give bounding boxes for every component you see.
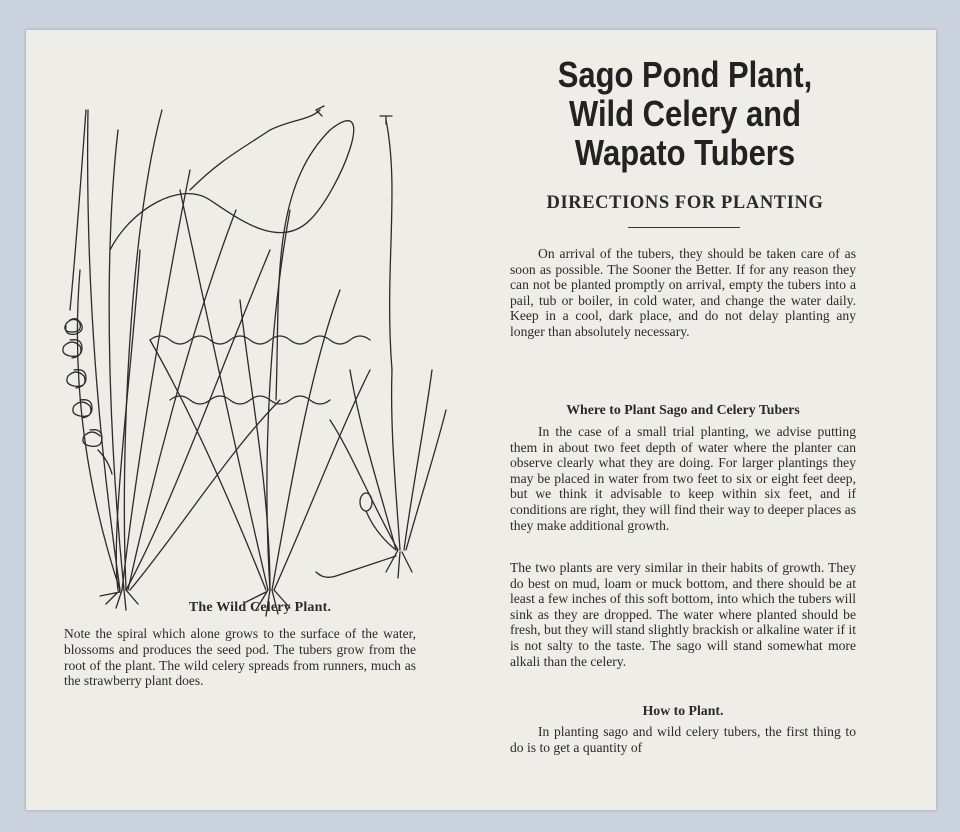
paragraph-text: The two plants are very similar in their habits of growth. They do best on mud, loam or muck bottom, and there should be at least a few inches of this soft bottom, into which the tubers will sink as they are dropped. The water where planted should be fresh, but they will stand slightly brackish or alkaline water if it is not salty to the taste. The sago will stand somewhat more alkali than the celery. bbox=[510, 560, 856, 669]
document-title bbox=[526, 55, 844, 172]
illustration-caption-body: Note the spiral which alone grows to the surface of the water, blossoms and produces the seed pod. The tubers grow from the root of the plant. The wild celery spreads from runners, much as the strawberry plant does. bbox=[64, 626, 416, 689]
title-line: Sago Pond Plant, bbox=[557, 54, 813, 95]
illustration-caption-title: The Wild Celery Plant. bbox=[188, 600, 332, 615]
document-subtitle: DIRECTIONS FOR PLANTING bbox=[546, 193, 824, 213]
intro-paragraph bbox=[510, 246, 856, 340]
paragraph-text: On arrival of the tubers, they should be taken care of as soon as possible. The Sooner the Better. If for any reason they can not be planted promptly on arrival, empty the tubers into a pail, tub or boiler, in cold water, and change the water daily. Keep in a cool, dark place, and do not delay planting any longer than absolutely necessary. bbox=[510, 246, 856, 339]
divider-rule bbox=[628, 227, 740, 228]
section-heading-how: How to Plant. bbox=[642, 703, 724, 718]
how-paragraph-1 bbox=[510, 724, 856, 755]
paragraph-text: In the case of a small trial planting, we advise putting them in about two feet depth of water where the planter can observe clearly what they are doing. For larger plantings they may be placed in water from two feet to six or eight feet deep, but we think it advisable to keep within six feet, and if conditions are right, they will find their way to deeper places as they make additional growth. bbox=[510, 424, 856, 533]
wild-celery-illustration bbox=[40, 70, 450, 630]
title-line: Wild Celery and bbox=[569, 93, 801, 134]
where-paragraph-1 bbox=[510, 424, 856, 533]
paragraph-text: In planting sago and wild celery tubers, the first thing to do is to get a quantity of bbox=[510, 724, 856, 755]
title-line: Wapato Tubers bbox=[574, 132, 796, 173]
section-heading-where: Where to Plant Sago and Celery Tubers bbox=[566, 402, 800, 417]
where-paragraph-2 bbox=[510, 560, 856, 669]
